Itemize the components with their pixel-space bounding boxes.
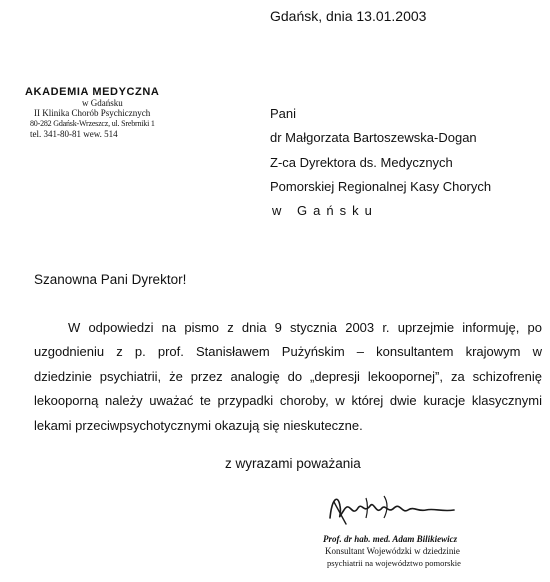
addressee-line: Pomorskiej Regionalnej Kasy Chorych [270,178,492,194]
addressee-line: w Gańsku [272,203,378,219]
salutation: Szanowna Pani Dyrektor! [34,272,187,287]
body-line: lekooporną należy uważać te przypadki choroby, w której dwie kuracje klasycznymi [34,393,542,409]
signer-role: Konsultant Wojewódzki w dziedzinie [325,546,460,556]
body-line: uzgodnieniu z p. prof. Stanisławem Pużyńskim – konsultantem krajowym w [34,344,542,360]
institution-stamp [20,87,190,140]
stamp-line-phone: tel. 341-80-81 wew. 514 [30,129,118,139]
stamp-line-clinic: II Klinika Chorób Psychicznych [34,108,151,118]
date-line: Gdańsk, dnia 13.01.2003 [270,8,427,24]
closing-phrase: z wyrazami poważania [225,456,361,471]
signer-name: Prof. dr hab. med. Adam Bilikiewicz [323,534,458,544]
letter-body [34,316,542,438]
addressee-block [270,102,491,223]
addressee-line: dr Małgorzata Bartoszewska-Dogan [270,130,477,146]
stamp-line-academy: AKADEMIA MEDYCZNA [25,86,160,98]
body-line: dziedzinie psychiatrii, że przez analogię do „depresji lekoopornej”, za schizofrenię [34,368,542,384]
signer-region: psychiatrii na województwo pomorskie [327,558,461,568]
handwritten-signature [322,488,532,528]
stamp-line-city: w Gdańsku [82,97,123,108]
body-line: W odpowiedzi na pismo z dnia 9 stycznia 2003 r. uprzejmie informuję, po [68,320,542,335]
addressee-line: Pani [270,106,297,121]
stamp-line-address: 80-282 Gdańsk-Wrzeszcz, ul. Srebrniki 1 [30,118,155,128]
body-line: lekami przeciwpsychotycznymi okazują się nieskuteczne. [34,417,363,433]
addressee-line: Z-ca Dyrektora ds. Medycznych [270,154,453,170]
signature-caption [323,533,461,569]
